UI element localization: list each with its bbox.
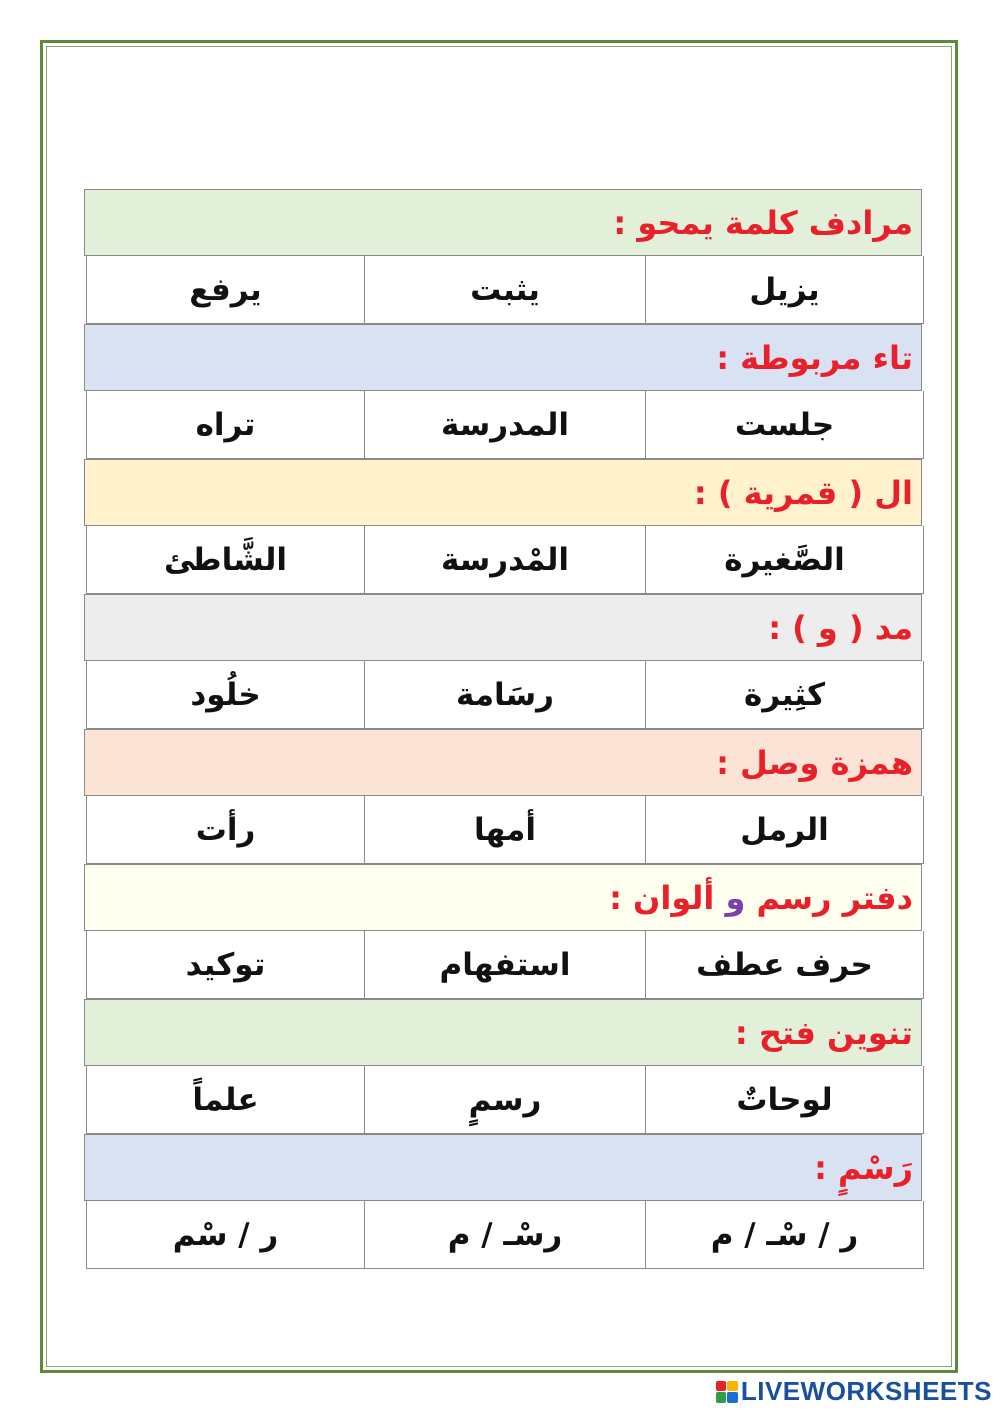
question-label: همزة وصل : [716, 743, 913, 782]
option-1c[interactable]: يرفع [189, 271, 262, 308]
options-row-1 [86, 256, 924, 324]
option-5a[interactable]: الرمل [645, 796, 923, 863]
option-6b[interactable]: استفهام [364, 931, 645, 998]
question-label-highlight: و [725, 878, 746, 917]
question-7 [84, 999, 922, 1066]
option-4b[interactable]: رسَامة [364, 661, 645, 728]
question-1 [84, 189, 922, 256]
option-4c[interactable]: خلُود [190, 676, 261, 713]
liveworksheets-logo-icon [716, 1381, 738, 1403]
question-4 [84, 594, 922, 661]
question-label-part2: ألوان : [609, 878, 726, 917]
option-3b[interactable]: المْدرسة [364, 526, 645, 593]
question-label: رَسْمٍ : [814, 1148, 913, 1187]
question-label [609, 879, 913, 917]
option-3c[interactable]: الشَّاطئ [163, 541, 288, 578]
option-7b[interactable]: رسمٍ [364, 1066, 645, 1133]
option-1b[interactable]: يثبت [364, 256, 645, 323]
option-2b[interactable]: المدرسة [364, 391, 645, 458]
question-label: تنوين فتح : [734, 1013, 913, 1052]
options-row-8 [86, 1201, 924, 1269]
question-label-part1: دفتر رسم [745, 878, 913, 917]
question-label: مرادف كلمة يمحو : [613, 203, 913, 242]
liveworksheets-logo [716, 1376, 992, 1407]
option-1a[interactable]: يزيل [645, 256, 923, 323]
option-8b[interactable]: رسْـ / م [364, 1201, 645, 1268]
option-8c[interactable]: ر / سْم [172, 1216, 279, 1253]
option-7c[interactable]: علماً [192, 1081, 259, 1118]
question-6 [84, 864, 922, 931]
question-label: تاء مربوطة : [716, 338, 913, 377]
option-2c[interactable]: تراه [195, 406, 256, 443]
option-3a[interactable]: الصَّغيرة [645, 526, 923, 593]
question-2 [84, 324, 922, 391]
option-6a[interactable]: حرف عطف [645, 931, 923, 998]
question-5 [84, 729, 922, 796]
options-row-3 [86, 526, 924, 594]
question-label: ال ( قمرية ) : [693, 473, 913, 512]
option-5b[interactable]: أمها [364, 796, 645, 863]
question-label: مد ( و ) : [768, 608, 913, 647]
logo-text: LIVEWORKSHEETS [740, 1376, 992, 1406]
question-8 [84, 1134, 922, 1201]
option-6c[interactable]: توكيد [185, 946, 266, 983]
option-2a[interactable]: جلست [645, 391, 923, 458]
options-row-7 [86, 1066, 924, 1134]
options-row-4 [86, 661, 924, 729]
option-7a[interactable]: لوحاتٌ [645, 1066, 923, 1133]
options-row-2 [86, 391, 924, 459]
option-5c[interactable]: رأت [195, 811, 256, 848]
options-row-6 [86, 931, 924, 999]
question-3 [84, 459, 922, 526]
worksheet-table [84, 189, 924, 1269]
option-8a[interactable]: ر / سْـ / م [645, 1201, 923, 1268]
options-row-5 [86, 796, 924, 864]
option-4a[interactable]: كثِيرة [645, 661, 923, 728]
